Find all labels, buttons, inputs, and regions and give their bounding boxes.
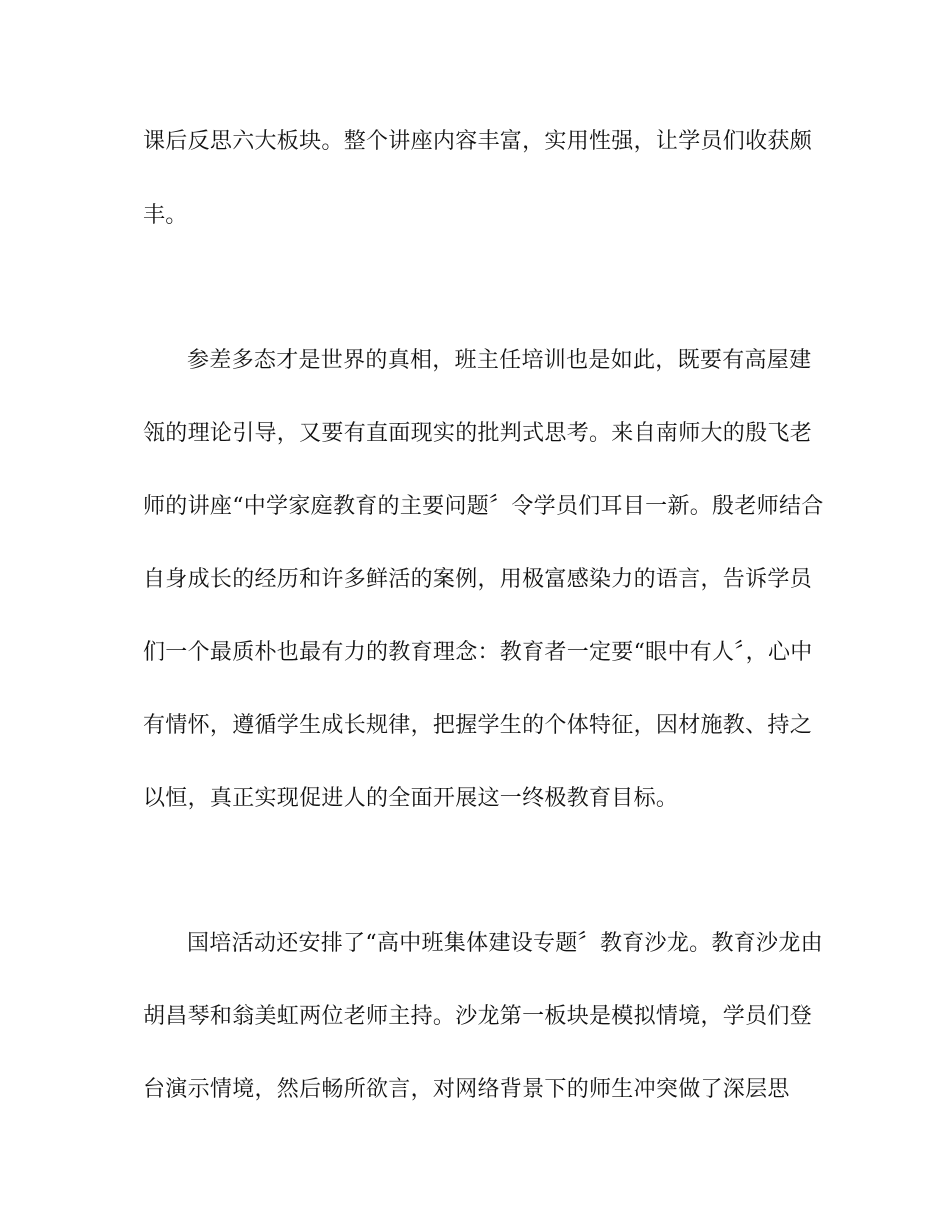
paragraph-2-line-2: 瓴的理论引导，又要有直面现实的批判式思考。来自南师大的殷飞老 [143,421,813,446]
paragraph-2-line-7: 以恒，真正实现促进人的全面开展这一终极教育目标。 [143,786,679,811]
paragraph-2-line-5: 们一个最质朴也最有力的教育理念：教育者一定要“眼中有人〞，心中 [143,640,813,665]
paragraph-2-line-3: 师的讲座“中学家庭教育的主要问题〞令学员们耳目一新。殷老师结合 [143,494,824,519]
paragraph-3-line-1: 国培活动还安排了“高中班集体建设专题〞教育沙龙。教育沙龙由 [187,931,823,956]
paragraph-2-line-6: 有情怀，遵循学生成长规律，把握学生的个体特征，因材施教、持之 [143,713,813,738]
paragraph-3-line-2: 胡昌琴和翁美虹两位老师主持。沙龙第一板块是模拟情境，学员们登 [143,1004,813,1029]
paragraph-2-line-4: 自身成长的经历和许多鲜活的案例，用极富感染力的语言，告诉学员 [143,567,813,592]
paragraph-3-line-3: 台演示情境，然后畅所欲言，对网络背景下的师生冲突做了深层思 [143,1077,790,1102]
paragraph-2-line-1: 参差多态才是世界的真相，班主任培训也是如此，既要有高屋建 [187,348,812,373]
paragraph-1-line-2: 丰。 [143,203,188,228]
paragraph-1-line-1: 课后反思六大板块。整个讲座内容丰富，实用性强，让学员们收获颇 [143,129,813,154]
